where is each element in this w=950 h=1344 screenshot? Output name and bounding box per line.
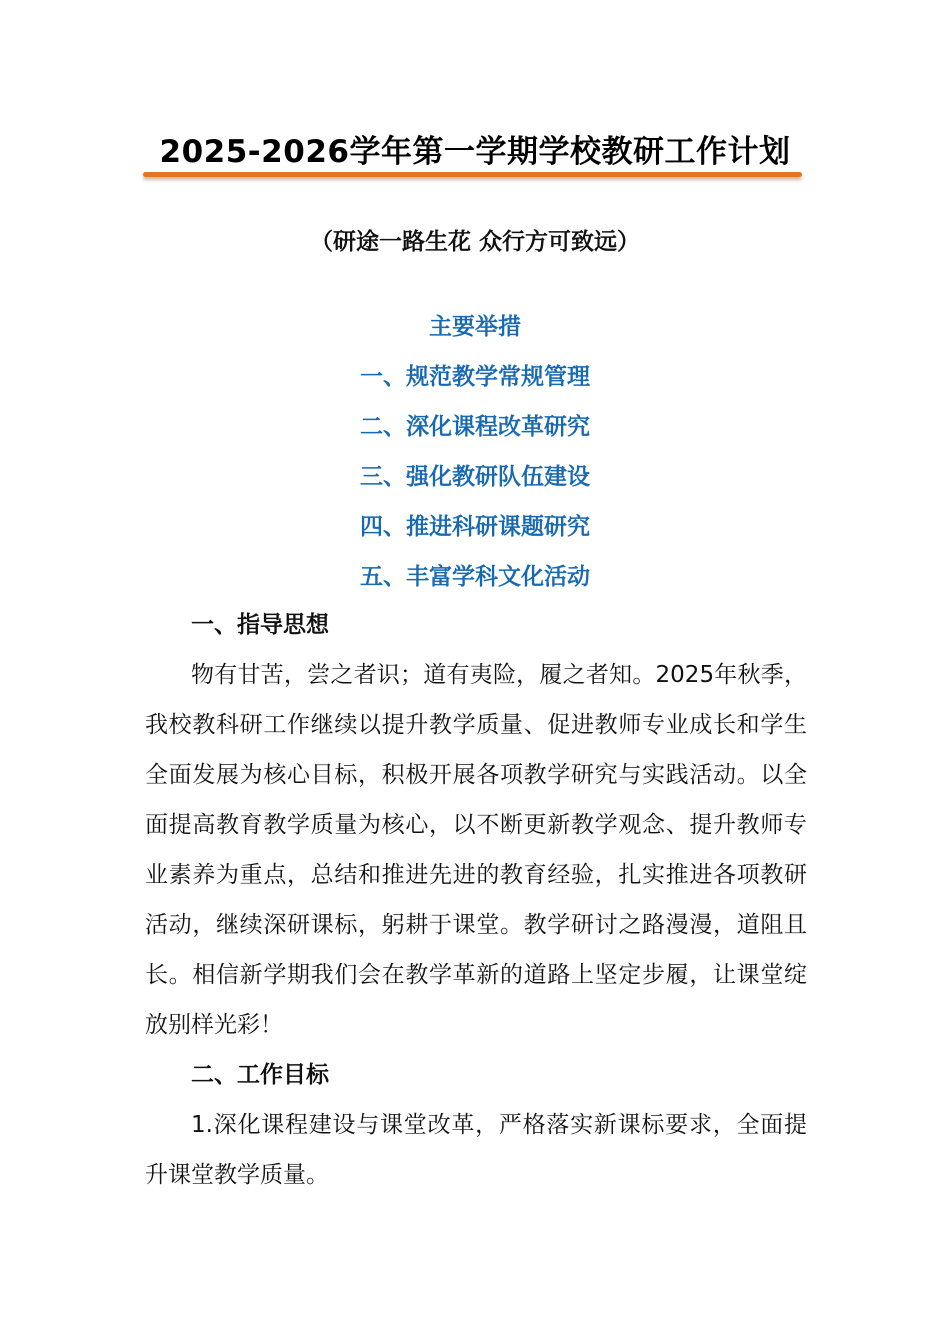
toc-item-5: 五、丰富学科文化活动 [360,564,590,590]
table-of-contents [0,302,950,602]
section-paragraph-work-goals: 1.深化课程建设与课堂改革，严格落实新课标要求，全面提升课堂教学质量。 [145,1112,807,1188]
section-heading-guiding-ideology: 一、指导思想 [191,612,329,638]
section-heading-work-goals: 二、工作目标 [191,1062,329,1088]
title-underline [143,172,802,177]
document-title: 2025-2026学年第一学期学校教研工作计划 [159,134,791,170]
toc-item-2: 二、深化课程改革研究 [360,414,590,440]
document-body [145,600,807,1200]
document-subtitle: （研途一路生花 众行方可致远） [309,229,640,255]
toc-item-3: 三、强化教研队伍建设 [360,464,590,490]
section-paragraph-guiding-ideology: 物有甘苦，尝之者识；道有夷险，履之者知。2025年秋季，我校教科研工作继续以提升教学质量、促进教师专业成长和学生全面发展为核心目标，积极开展各项教学研究与实践活动。以全面提高教育教学质量为核心，以不断更新教学观念、提升教师专业素养为重点，总结和推进先进的教育经验，扎实推进各项教研活动，继续深研课标，躬耕于课堂。教学研讨之路漫漫，道阻且长。相信新学期我们会在教学革新的道路上坚定步履，让课堂绽放别样光彩！ [145,662,807,1038]
toc-item-1: 一、规范教学常规管理 [360,364,590,390]
toc-heading: 主要举措 [429,314,521,340]
toc-item-4: 四、推进科研课题研究 [360,514,590,540]
